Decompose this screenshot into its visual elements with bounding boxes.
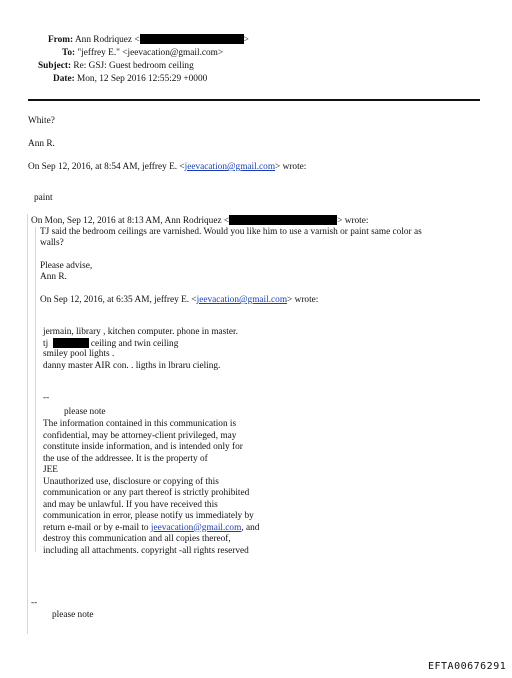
from-tail: >	[243, 35, 249, 45]
task-line-1: jermain, library , kitchen computer. phone in master.	[43, 327, 238, 337]
outer-signature-dashes: --	[31, 598, 38, 608]
redaction-bar	[53, 338, 89, 348]
reply-signoff: Ann R.	[28, 139, 55, 149]
subject-label: Subject:	[38, 61, 72, 71]
header-from	[48, 34, 249, 46]
task-line-4: danny master AIR con. . ligths in lbraru cieling.	[43, 361, 221, 371]
redaction-bar	[229, 215, 337, 225]
disclaimer-line: confidential, may be attorney-client privileged, may	[43, 430, 237, 441]
disclaimer-line: communication in error, please notify us immediately by	[43, 511, 254, 521]
header-divider	[28, 99, 480, 101]
redaction-bar	[140, 34, 244, 44]
email-link[interactable]: jeevacation@gmail.com	[184, 162, 276, 172]
outer-signature-please-note: please note	[52, 610, 94, 620]
date-value: Mon, 12 Sep 2016 12:55:29 +0000	[77, 74, 208, 84]
disclaimer-line: the use of the addressee. It is the property of	[43, 453, 208, 464]
disclaimer-line: JEE	[43, 465, 58, 475]
task-line-2: tj ceiling and twin ceiling	[43, 339, 179, 349]
disclaimer-line: The information contained in this communication is	[43, 419, 237, 429]
disclaimer-line: communication or any part thereof is strictly prohibited	[43, 488, 250, 498]
quote-header-3: On Sep 12, 2016, at 6:35 AM, jeffrey E. <jeevacation@gmail.com> wrote:	[40, 295, 319, 305]
email-link[interactable]: jeevacation@gmail.com	[150, 522, 242, 533]
to-value: "jeffrey E." <jeevacation@gmail.com>	[77, 48, 224, 58]
from-name: Ann Rodriquez <	[74, 35, 140, 45]
signature-please-note: please note	[64, 407, 106, 417]
disclaimer-line: Unauthorized use, disclosure or copying of this	[43, 476, 219, 487]
from-label: From:	[48, 35, 74, 45]
tj-question-line-1: TJ said the bedroom ceilings are varnished. Would you like him to use a varnish or paint same color as	[40, 227, 422, 237]
disclaimer-line: including all attachments. copyright -all rights reserved	[43, 545, 249, 556]
tj-question-line-2: walls?	[40, 238, 64, 248]
header-date	[53, 73, 207, 85]
task-line-3: smiley pool lights .	[43, 349, 115, 359]
disclaimer-block	[43, 419, 259, 557]
disclaimer-line: constitute inside information, and is intended only for	[43, 442, 243, 452]
email-link[interactable]: jeevacation@gmail.com	[196, 295, 288, 305]
subject-value: Re: GSJ: Guest bedroom ceiling	[73, 61, 194, 71]
signoff-ann-2: Ann R.	[40, 272, 67, 282]
quote-bar-outer	[27, 214, 28, 634]
reply-text: White?	[28, 116, 55, 126]
paint-text: paint	[34, 193, 53, 203]
quote-bar-inner	[35, 227, 36, 552]
quote-header-1: On Sep 12, 2016, at 8:54 AM, jeffrey E. <jeevacation@gmail.com> wrote:	[28, 162, 307, 172]
disclaimer-line: destroy this communication and all copies thereof,	[43, 534, 231, 544]
header-subject	[38, 60, 194, 72]
date-label: Date:	[53, 74, 75, 84]
to-label: To:	[62, 48, 76, 58]
disclaimer-line: and may be unlawful. If you have received this	[43, 499, 218, 510]
disclaimer-line: return e-mail or by e-mail to jeevacation@gmail.com, and	[43, 522, 260, 533]
signature-dashes: --	[43, 393, 50, 403]
document-id: EFTA00676291	[428, 661, 507, 672]
quote-header-2: On Mon, Sep 12, 2016 at 8:13 AM, Ann Rodriquez < > wrote:	[31, 216, 369, 226]
header-to	[62, 47, 223, 59]
please-advise: Please advise,	[40, 261, 93, 271]
